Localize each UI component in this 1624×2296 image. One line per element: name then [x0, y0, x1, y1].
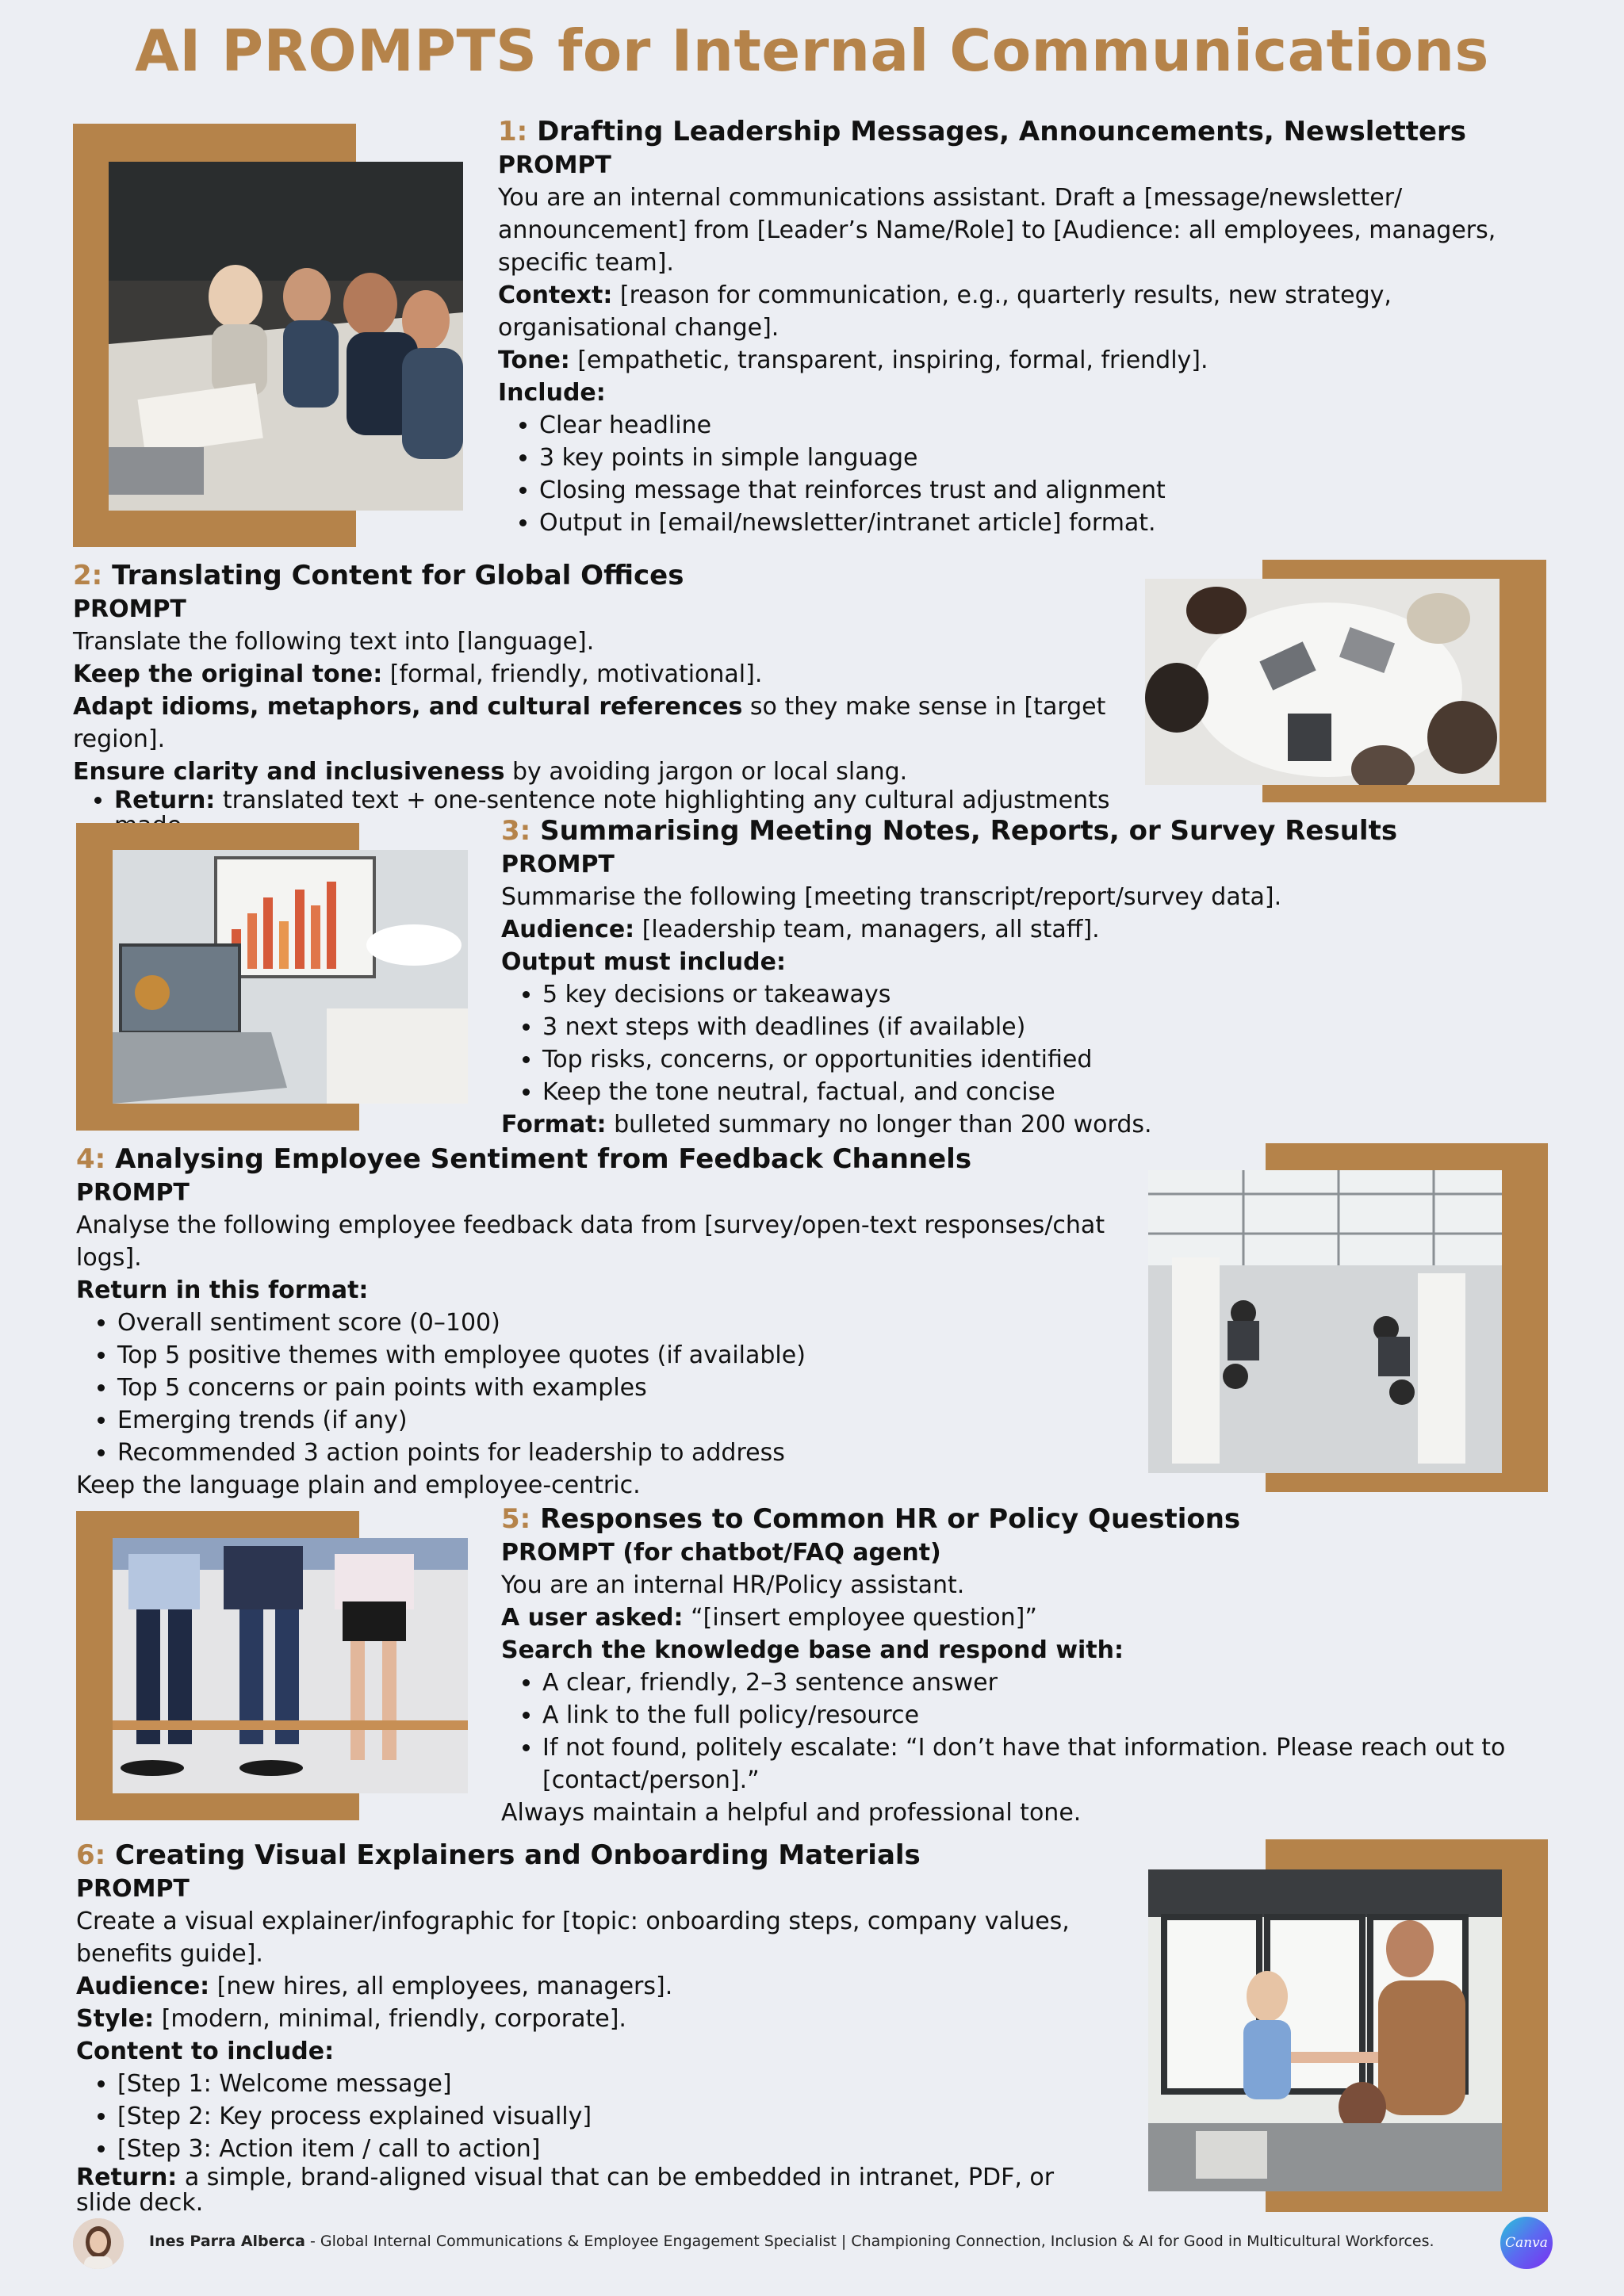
section-1-bullets: [498, 409, 1553, 539]
section-2-adapt: Adapt idioms, metaphors, and cultural references so they make sense in [target region].: [73, 693, 1106, 753]
list-item: • A clear, friendly, 2–3 sentence answer: [542, 1667, 1542, 1699]
photo-handshake-onboarding: [1148, 1839, 1548, 2212]
photo-data-analysis-laptop: [76, 823, 468, 1131]
section-4-heading: 4: Analysing Employee Sentiment from Feedback Channels: [76, 1143, 972, 1175]
section-3-bullets: [501, 978, 1556, 1108]
list-item: • Emerging trends (if any): [117, 1404, 1155, 1437]
list-item: • [Step 2: Key process explained visually]: [117, 2100, 1139, 2133]
section-2-heading: 2: Translating Content for Global Offices: [73, 560, 684, 591]
avatar: [73, 2218, 124, 2269]
section-1-include-label: Include:: [498, 379, 606, 407]
section-4-bullets: [76, 1307, 1155, 1469]
photo-open-plan-office: [1148, 1143, 1548, 1492]
section-5-line1: You are an internal HR/Policy assistant.: [501, 1571, 965, 1599]
section-5-closing: Always maintain a helpful and professional tone.: [501, 1799, 1082, 1827]
photo-people-waiting-chairs: [76, 1511, 468, 1820]
section-6-heading: 6: Creating Visual Explainers and Onboarding Materials: [76, 1839, 921, 1871]
section-2: [73, 558, 1151, 839]
section-4-prompt-label: PROMPT: [76, 1179, 190, 1207]
list-item: • Output in [email/newsletter/intranet article] format.: [539, 507, 1553, 539]
section-3-audience: Audience: [leadership team, managers, all staff].: [501, 916, 1100, 943]
page-title: AI PROMPTS for Internal Communications: [135, 17, 1489, 84]
photo-business-meeting: [73, 124, 463, 547]
list-item: • 3 key points in simple language: [539, 442, 1553, 474]
section-5: [501, 1502, 1556, 1829]
list-item: • Recommended 3 action points for leadership to address: [117, 1437, 1155, 1469]
section-6-return: Return: a simple, brand-aligned visual that can be embedded in intranet, PDF, or slide deck.: [76, 2164, 1055, 2217]
section-4: [76, 1142, 1155, 1502]
section-5-heading: 5: Responses to Common HR or Policy Questions: [501, 1503, 1241, 1535]
section-6-style: Style: [modern, minimal, friendly, corporate].: [76, 2005, 626, 2033]
section-3-prompt-label: PROMPT: [501, 851, 615, 878]
section-3-heading: 3: Summarising Meeting Notes, Reports, or Survey Results: [501, 815, 1398, 847]
list-item: • 3 next steps with deadlines (if available): [542, 1011, 1556, 1043]
list-item: • Clear headline: [539, 409, 1553, 442]
section-6: [76, 1838, 1139, 2216]
list-item: • Overall sentiment score (0–100): [117, 1307, 1155, 1339]
list-item: • Keep the tone neutral, factual, and concise: [542, 1076, 1556, 1108]
section-6-line1: Create a visual explainer/infographic for [topic: onboarding steps, company values, benefits guide].: [76, 1908, 1070, 1968]
section-3-format: Format: bulleted summary no longer than 200 words.: [501, 1111, 1152, 1138]
section-6-content-label: Content to include:: [76, 2038, 335, 2065]
section-3-output-label: Output must include:: [501, 948, 786, 976]
section-1-prompt-label: PROMPT: [498, 151, 611, 179]
author-credit: Ines Parra Alberca - Global Internal Communications & Employee Engagement Specialist | Championing Connection, Inclusion & AI for Good in Multicultural Workforces.: [149, 2233, 1434, 2250]
section-1-heading: 1: Drafting Leadership Messages, Announcements, Newsletters: [498, 116, 1467, 147]
list-item: • Return: translated text + one-sentence note highlighting any cultural adjustments: [114, 788, 1129, 839]
section-1-intro: You are an internal communications assistant. Draft a [message/newsletter/ announcement] from [Leader’s Name/Role] to [Audience: all employees, managers, specific team].: [498, 184, 1496, 277]
list-item: • 5 key decisions or takeaways: [542, 978, 1556, 1011]
section-5-bullets: [501, 1667, 1542, 1797]
footer: [0, 2214, 1624, 2280]
list-item: • [Step 3: Action item / call to action]: [117, 2133, 1139, 2165]
list-item: • Top 5 positive themes with employee quotes (if available): [117, 1339, 1155, 1372]
section-6-bullets: [76, 2068, 1139, 2165]
section-4-line1: Analyse the following employee feedback data from [survey/open-text responses/chat logs].: [76, 1211, 1105, 1272]
list-item: • If not found, politely escalate: “I don’t have that information. Please reach out to [contact/person].”: [542, 1732, 1542, 1797]
list-item: • Top 5 concerns or pain points with examples: [117, 1372, 1155, 1404]
section-4-closing: Keep the language plain and employee-centric.: [76, 1471, 641, 1499]
section-5-search-label: Search the knowledge base and respond with:: [501, 1636, 1124, 1664]
section-1-context: Context: [reason for communication, e.g., quarterly results, new strategy, organisational change].: [498, 281, 1392, 342]
section-1: [498, 114, 1553, 539]
section-3: [501, 813, 1556, 1141]
list-item: • Closing message that reinforces trust and alignment: [539, 474, 1553, 507]
section-2-tone: Keep the original tone: [formal, friendly, motivational].: [73, 660, 763, 688]
list-item: • Top risks, concerns, or opportunities identified: [542, 1043, 1556, 1076]
section-4-return-label: Return in this format:: [76, 1276, 369, 1304]
section-5-asked: A user asked: “[insert employee question]”: [501, 1604, 1037, 1632]
section-2-prompt-label: PROMPT: [73, 595, 186, 623]
list-item: • [Step 1: Welcome message]: [117, 2068, 1139, 2100]
section-2-clarity: Ensure clarity and inclusiveness by avoiding jargon or local slang.: [73, 758, 908, 786]
canva-logo[interactable]: Canva: [1500, 2217, 1553, 2269]
section-6-prompt-label: PROMPT: [76, 1875, 190, 1903]
section-6-audience: Audience: [new hires, all employees, managers].: [76, 1973, 673, 2000]
section-1-tone: Tone: [empathetic, transparent, inspiring, formal, friendly].: [498, 346, 1208, 374]
photo-team-table-overhead: [1145, 560, 1546, 802]
section-2-line1: Translate the following text into [language].: [73, 628, 595, 656]
section-3-line1: Summarise the following [meeting transcript/report/survey data].: [501, 883, 1282, 911]
list-item: • A link to the full policy/resource: [542, 1699, 1542, 1732]
section-5-prompt-label: PROMPT (for chatbot/FAQ agent): [501, 1539, 941, 1567]
